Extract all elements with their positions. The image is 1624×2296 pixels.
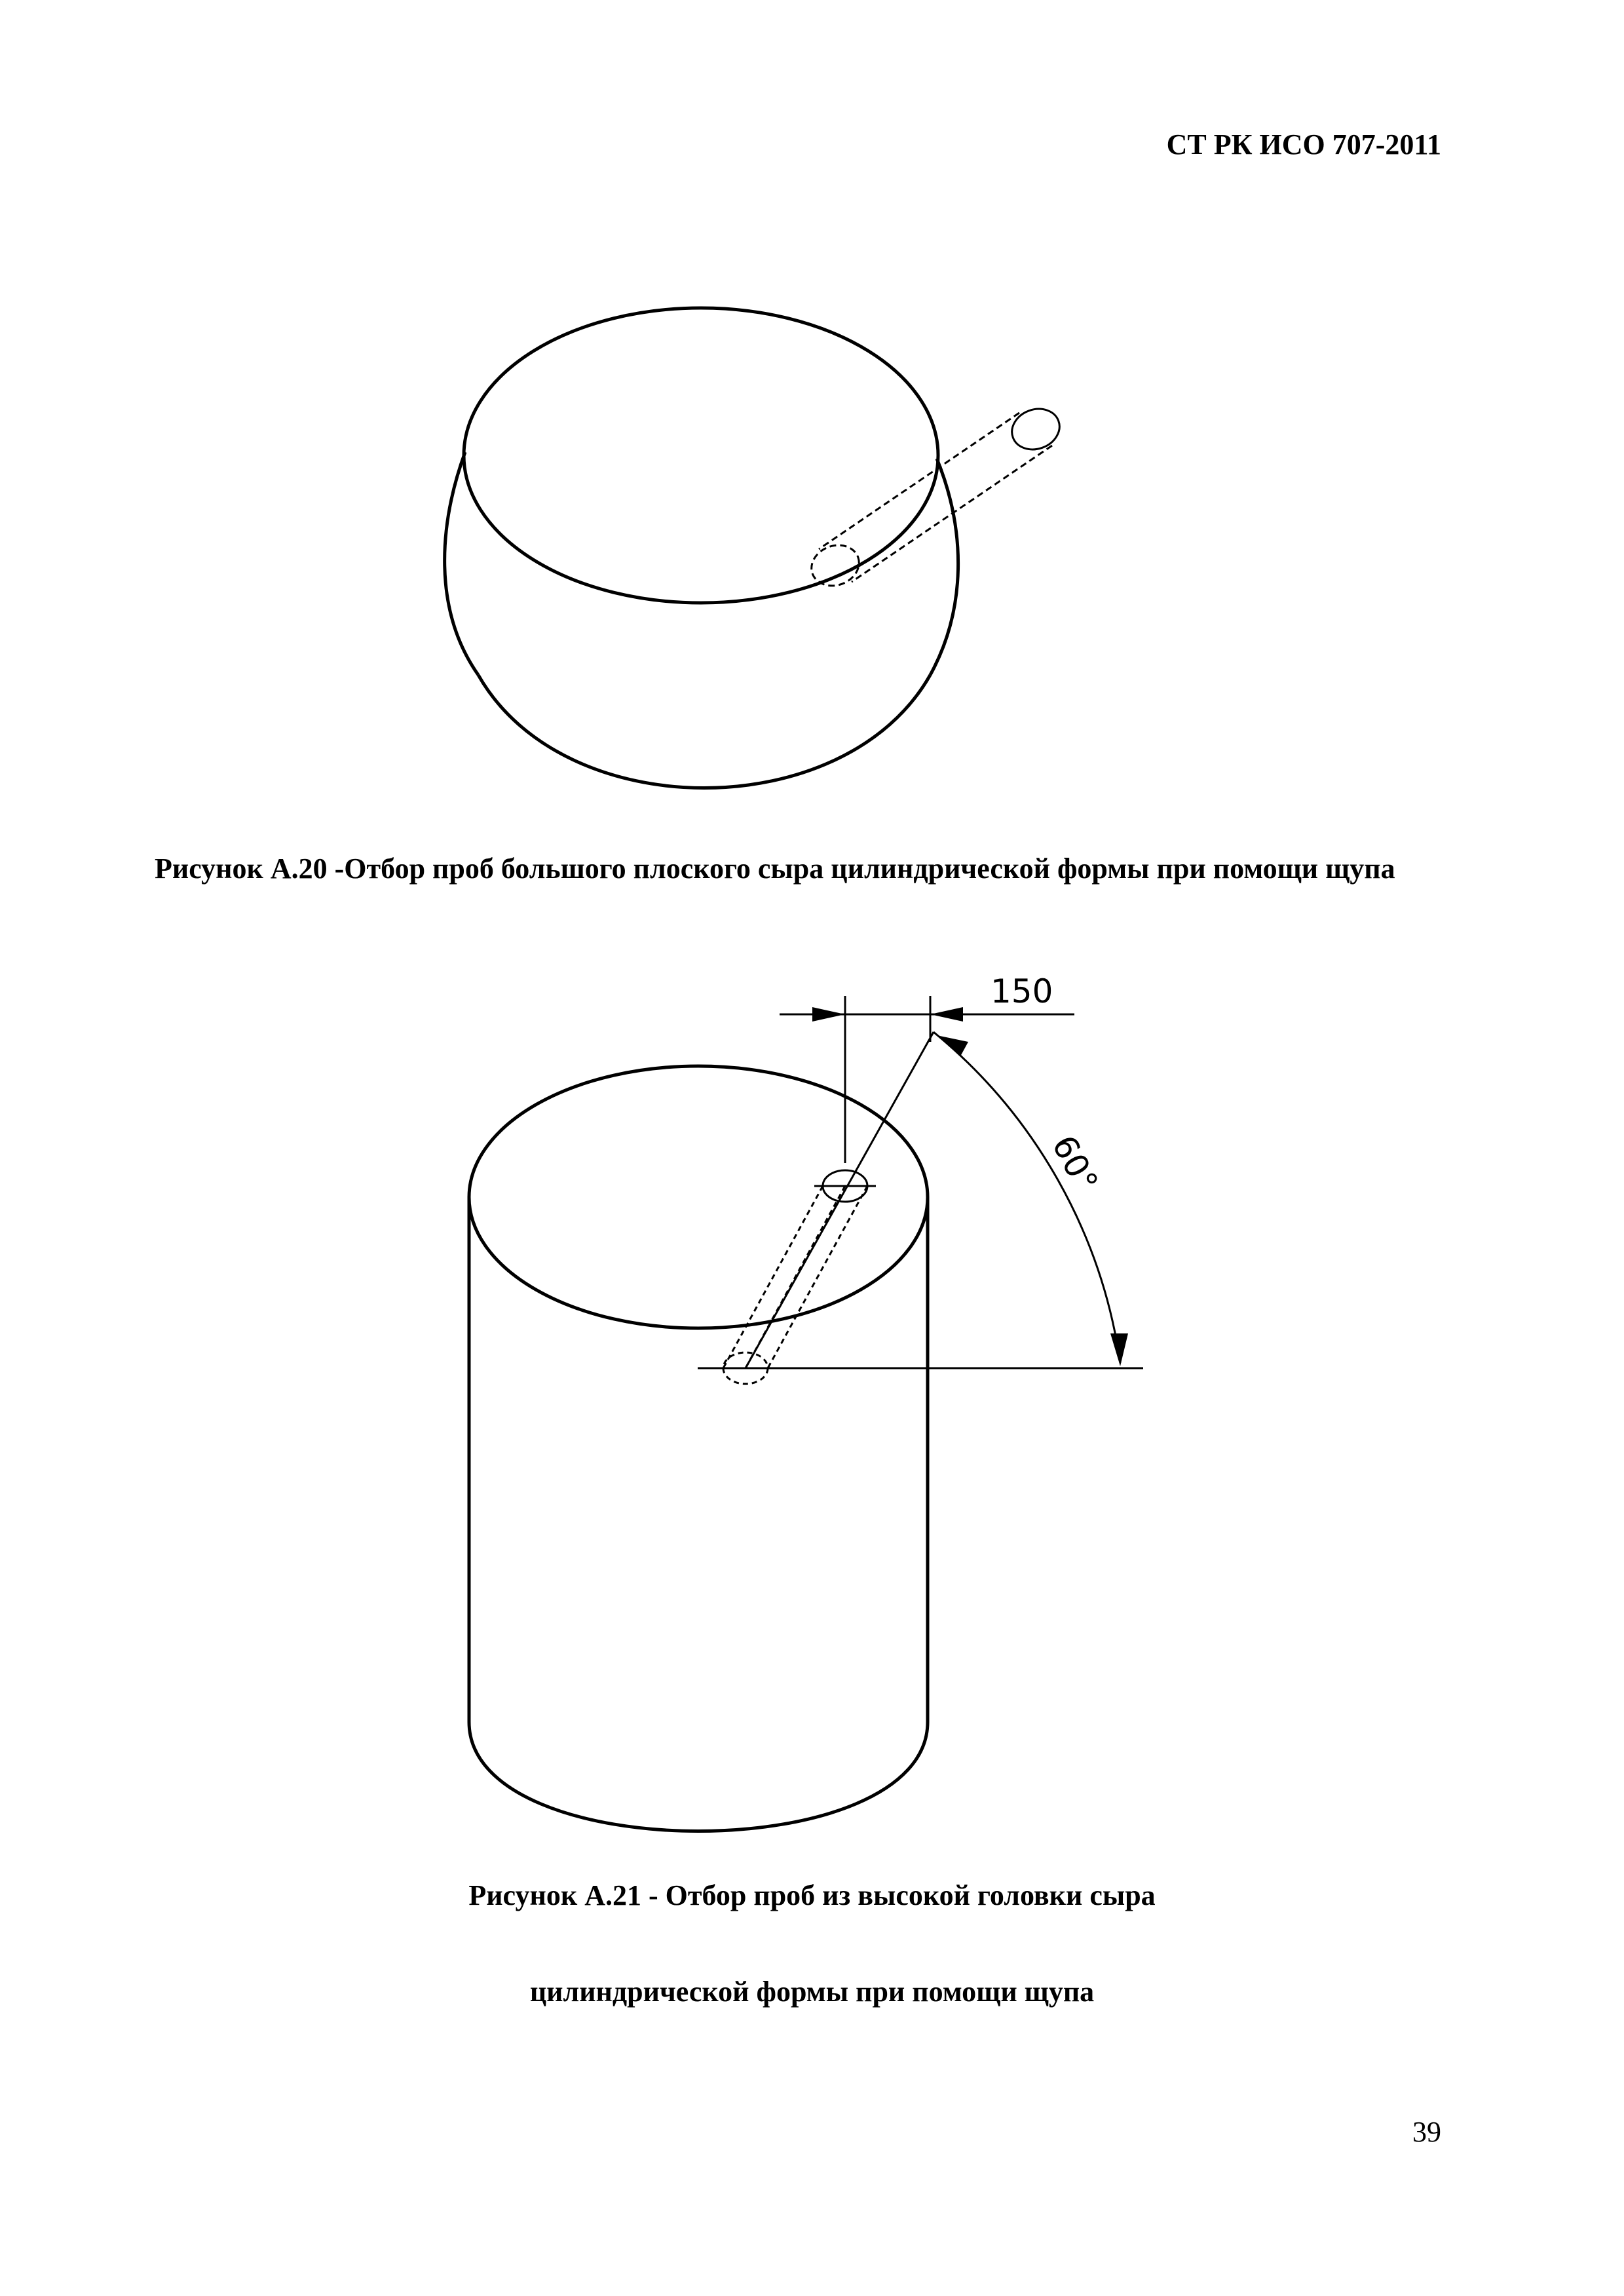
page-header-standard-code: СТ РК ИСО 707-2011 [1166, 128, 1441, 161]
dimension-label-150: 150 [991, 972, 1053, 1010]
angle-label-60: 60° [1044, 1129, 1106, 1198]
figure-a21-drawing [0, 917, 1624, 1861]
figure-a21-caption-line1: Рисунок А.21 - Отбор проб из высокой головки сыра [468, 1879, 1156, 1911]
figure-a20-drawing [0, 0, 1624, 845]
figure-a21-caption-line2: цилиндрической формы при помощи щупа [529, 1976, 1095, 2008]
page-number: 39 [1412, 2116, 1441, 2148]
figure-a20-caption: Рисунок А.20 -Отбор проб большого плоского сыра цилиндрической формы при помощи щупа [155, 852, 1395, 885]
